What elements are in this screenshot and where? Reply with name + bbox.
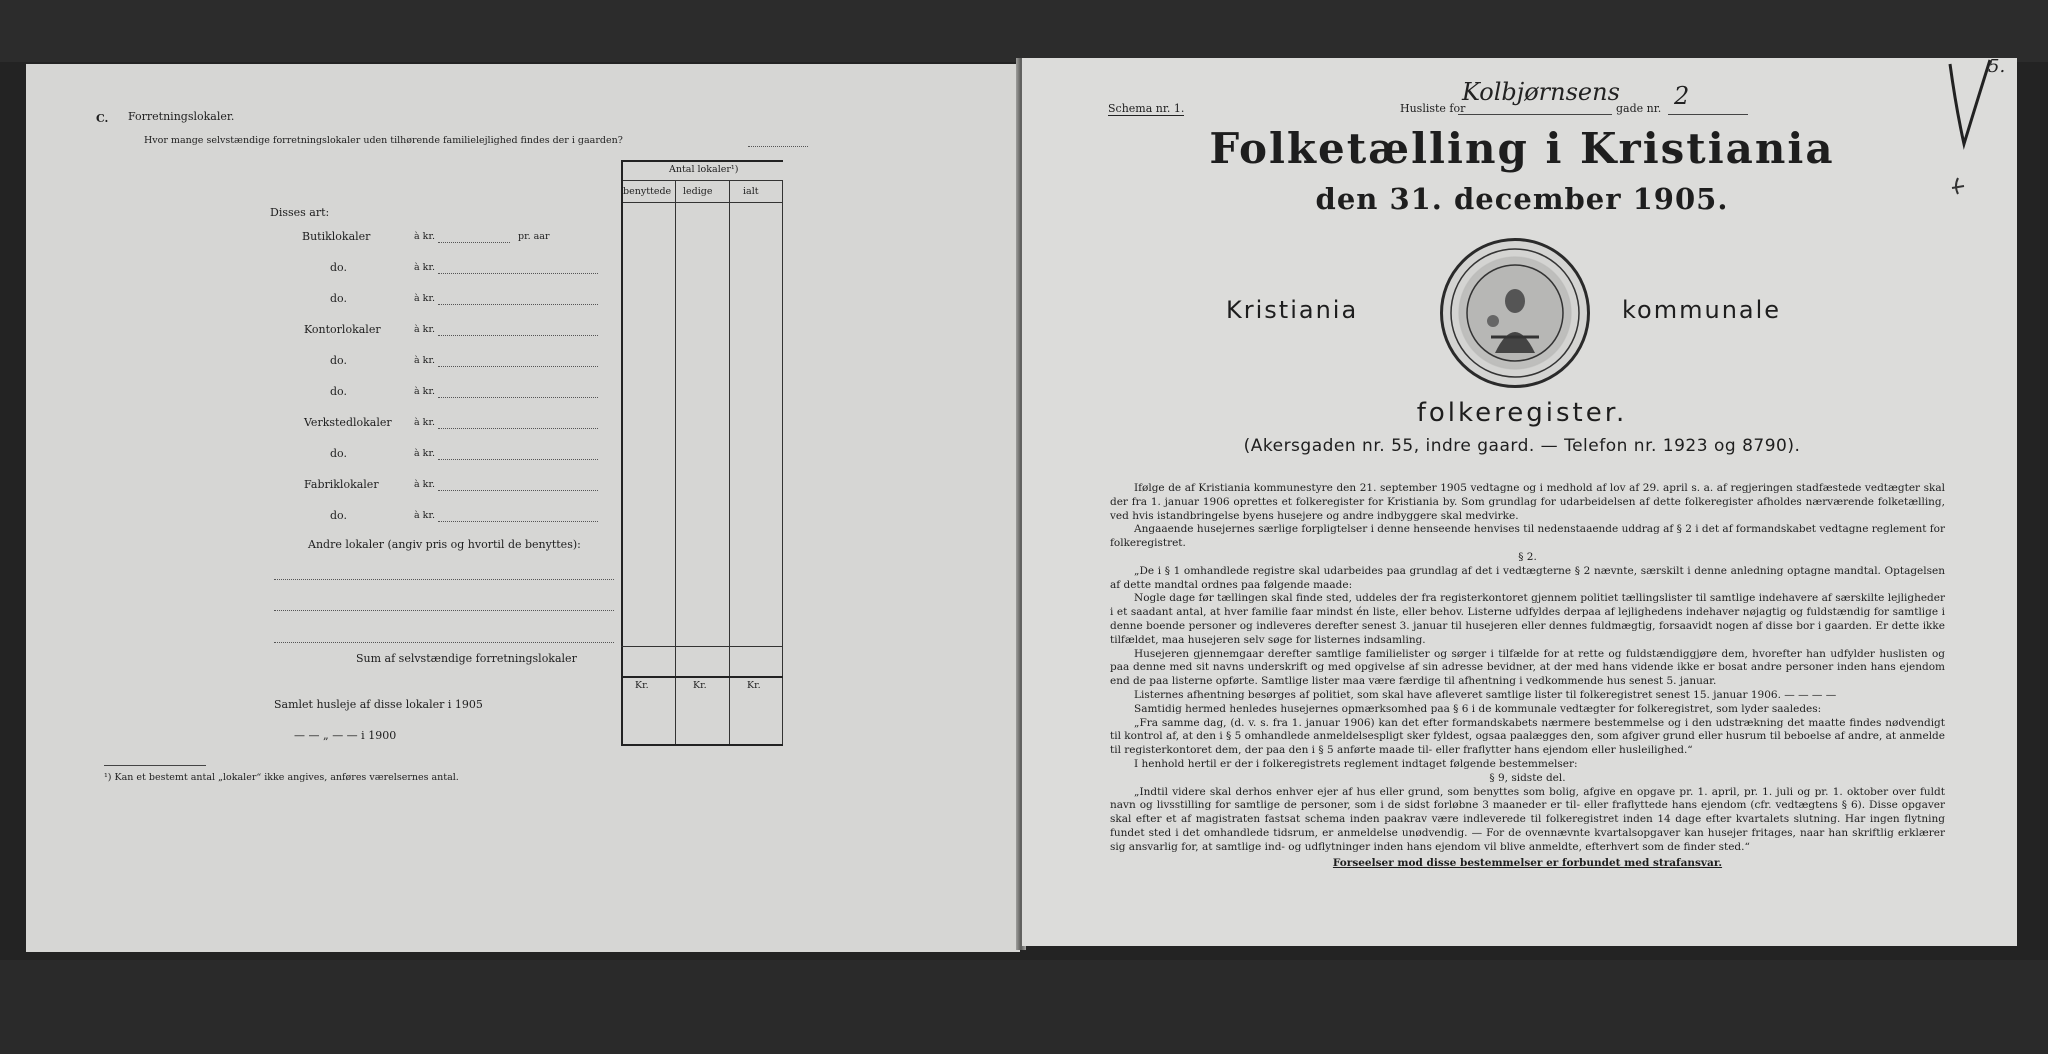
office-address: (Akersgaden nr. 55, indre gaard. — Telefon nr. 1923 og 8790). — [1243, 436, 1801, 456]
andre-line-2 — [274, 610, 614, 611]
schema-label: Schema nr. 1. — [1108, 102, 1185, 115]
row-rate: à kr. — [414, 510, 435, 521]
paragraph: „De i § 1 omhandlede registre skal udarbeides paa grundlag af det i vedtægterne § 2 nævnte, særskilt i denne anledning optagne mandtal. Optagelsen af dette mandtal ordnes paa følgende maade: — [1110, 564, 1945, 591]
regulations-text — [1110, 482, 1945, 870]
kristiania-word: Kristiania — [1226, 296, 1359, 324]
row-label: Kontorlokaler — [304, 323, 381, 336]
row-fill-line — [438, 490, 598, 491]
kr-header-3: Kr. — [747, 680, 761, 691]
col-header-benyttede: benyttede — [623, 186, 672, 197]
row-label: do. — [330, 509, 347, 522]
left-page — [26, 64, 1020, 952]
row-fill-line — [438, 521, 598, 522]
samlet-husleje-1905: Samlet husleje af disse lokaler i 1905 — [274, 698, 483, 711]
row-rate: à kr. — [414, 448, 435, 459]
row-fill-line — [438, 366, 598, 367]
scan-background-top — [0, 0, 2048, 62]
row-rate: à kr. — [414, 231, 435, 242]
row-fill-line — [438, 273, 598, 274]
kr-header-1: Kr. — [635, 680, 649, 691]
row-rate: à kr. — [414, 479, 435, 490]
street-name-handwritten: Kolbjørnsens — [1462, 78, 1620, 106]
row-suffix: pr. aar — [518, 231, 550, 242]
document-title: Folketælling i Kristiania — [1209, 124, 1835, 173]
penalty-notice: Forseelser mod disse bestemmelser er forbundet med strafansvar. — [1332, 856, 1723, 869]
row-rate: à kr. — [414, 417, 435, 428]
paragraph-heading: § 2. — [1518, 550, 1537, 563]
row-label: Verkstedlokaler — [304, 416, 392, 429]
col-header-ledige: ledige — [683, 186, 713, 197]
right-page — [1022, 58, 2017, 946]
col-header-ialt: ialt — [743, 186, 759, 197]
paragraph: I henhold hertil er der i folkeregistrets reglement indtaget følgende bestemmelser: — [1134, 757, 1578, 770]
row-rate: à kr. — [414, 324, 435, 335]
husliste-label: Husliste for — [1400, 102, 1466, 115]
row-fill-line — [438, 428, 598, 429]
folkeregister-title: folkeregister. — [1416, 398, 1628, 428]
house-number-line — [1668, 114, 1748, 115]
paragraph: „Indtil videre skal derhos enhver ejer af hus eller grund, som benyttes som bolig, afgive en opgave pr. 1. april, pr. 1. juli og pr. 1. oktober over fuldt navn og livsstilling for samtlige de personer, som i de sidst forløbne 3 maaneder er til- eller fraflyttede hans ejendom (cfr. vedtægtens § 6). Disse opgaver skal efter et af magistraten fastsat schema inden paakrav være indleverede til folkeregistret inden 14 dage efter kvartalets slutning. Har ingen flytning fundet sted i det omhandlede tidsrum, er anmeldelse unødvendig. — For de ovennævnte kvartalsopgaver kan husejer fritages, naar han skriftlig erklærer sig ansvarlig for, at samtlige ind- og udflytninger inden hans ejendom vil blive anmeldte, efterhvert som de finder sted.“ — [1110, 785, 1945, 853]
row-rate: à kr. — [414, 262, 435, 273]
kommunale-word: kommunale — [1622, 296, 1782, 324]
row-label: do. — [330, 261, 347, 274]
andre-line-1 — [274, 579, 614, 580]
disses-art-label: Disses art: — [270, 206, 330, 219]
paragraph: Angaaende husejernes særlige forpligtelser i denne henseende henvises til nedenstaaende uddrag af § 2 i det af formandskabet vedtagne reglement for folkeregistret. — [1110, 523, 1945, 550]
footnote: ¹) Kan et bestemt antal „lokaler“ ikke angives, anføres værelsernes antal. — [104, 772, 459, 783]
sum-label: Sum af selvstændige forretningslokaler — [356, 652, 577, 665]
census-date: den 31. december 1905. — [1315, 182, 1729, 216]
count-table — [621, 160, 783, 746]
street-name-line — [1458, 114, 1612, 115]
row-rate: à kr. — [414, 386, 435, 397]
row-fill-line — [438, 304, 598, 305]
row-label: do. — [330, 385, 347, 398]
row-fill-line — [438, 242, 510, 243]
paragraph: Husejeren gjennemgaar derefter samtlige familielister og sørger i tilfælde for at rette og fuldstændiggjøre dem, hvorefter han udfylder huslisten og paa denne med sit navns underskrift og med opgivelse af sin adresse bevidner, at der med hans vidende ikke er bosat andre personer inden hans ejendom end de paa listerne opførte. Samtlige lister maa være færdige til afhentning i vedkommende hus senest 5. januar. — [1110, 647, 1945, 688]
gade-label: gade nr. — [1616, 102, 1662, 115]
row-label: do. — [330, 292, 347, 305]
row-label: do. — [330, 447, 347, 460]
andre-line-3 — [274, 642, 614, 643]
paragraph: „Fra samme dag, (d. v. s. fra 1. januar 1906) kan det efter formandskabets nærmere bestemmelse og i den udstrækning det maatte findes nødvendigt til kontrol af, at den i § 5 omhandlede anmeldelsespligt sker fyldest, ogsaa paalægges den, som afgiver grund eller husrum til beboelse af andre, at anmelde til registerkontoret dem, der paa den i § 5 anførte maade til- eller fraflytter hans ejendom eller husleilighed.“ — [1110, 716, 1945, 757]
scan-background-bottom — [0, 960, 2048, 1054]
question-text: Hvor mange selvstændige forretningslokaler uden tilhørende familielejlighed findes der i gaarden? — [144, 135, 623, 146]
paragraph: Listernes afhentning besørges af politiet, som skal have afleveret samtlige lister til folkeregistret senest 15. januar 1906. — — — — — [1134, 688, 1837, 701]
row-fill-line — [438, 335, 598, 336]
footnote-rule — [104, 765, 206, 766]
table-header: Antal lokaler¹) — [669, 164, 739, 175]
row-rate: à kr. — [414, 355, 435, 366]
samlet-husleje-1900: — — „ — — i 1900 — [294, 729, 397, 742]
row-label: Butiklokaler — [302, 230, 371, 243]
row-fill-line — [438, 459, 598, 460]
row-label: Fabriklokaler — [304, 478, 379, 491]
corner-page-mark: 5. — [1988, 58, 2006, 77]
paragraph: Samtidig hermed henledes husejernes opmærksomhed paa § 6 i de kommunale vedtægter for folkeregistret, som lyder saaledes: — [1134, 702, 1822, 715]
kr-header-2: Kr. — [693, 680, 707, 691]
paragraph: Ifølge de af Kristiania kommunestyre den 21. september 1905 vedtagne og i medhold af lov af 29. april s. a. af regjeringen stadfæstede vedtægter skal der fra 1. januar 1906 oprettes et folkeregister for Kristiania by. Som grundlag for udarbeidelsen af dette folkeregister afholdes nærværende folketælling, ved hvis istandbringelse byens husejere og andre indbyggere skal medvirke. — [1110, 482, 1945, 522]
row-label: do. — [330, 354, 347, 367]
handwritten-check-mark — [1920, 58, 2010, 208]
row-fill-line — [438, 397, 598, 398]
paragraph-heading: § 9, sidste del. — [1489, 771, 1566, 784]
question-fill-line — [748, 146, 808, 147]
andre-lokaler-label: Andre lokaler (angiv pris og hvortil de benyttes): — [308, 538, 581, 551]
section-letter: C. — [96, 112, 109, 125]
paragraph: Nogle dage før tællingen skal finde sted, uddeles der fra registerkontoret gjennem politiet tællingslister til samtlige indehavere af særskilte lejligheder i et saadant antal, at hver familie faar mindst én liste, eller behov. Listerne udfyldes derpaa af lejlighedens indehaver nøjagtig og fuldstændig for samtlige i denne boende personer og indleveres derefter senest 3. januar til husejeren eller dennes fuldmægtig, forsaavidt nogen af disse bor i gaarden. Er dette ikke tilfældet, maa husejeren selv søge for listernes indsamling. — [1110, 592, 1945, 646]
section-title: Forretningslokaler. — [128, 110, 235, 123]
row-rate: à kr. — [414, 293, 435, 304]
city-seal — [1440, 238, 1590, 388]
house-number-handwritten: 2 — [1674, 82, 1690, 110]
